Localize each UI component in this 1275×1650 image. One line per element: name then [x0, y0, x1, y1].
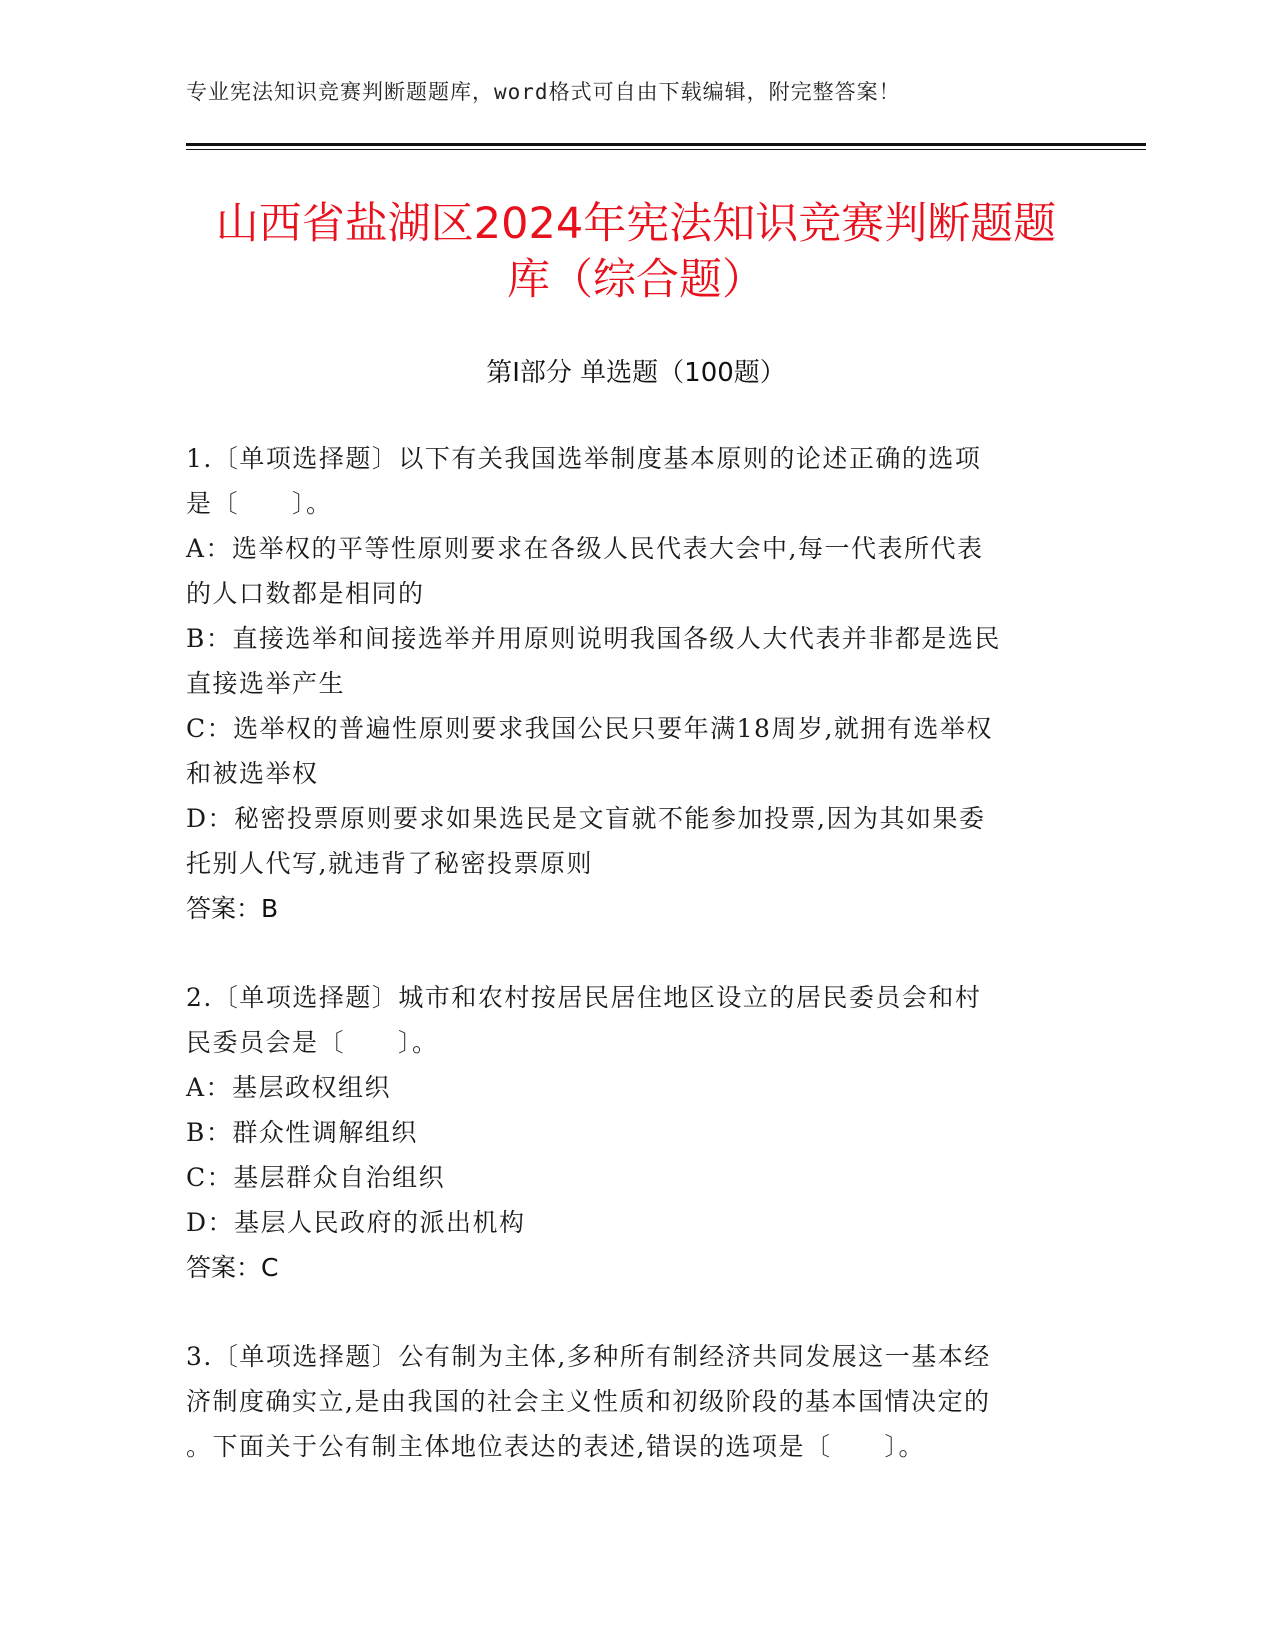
option-d-line: D：秘密投票原则要求如果选民是文盲就不能参加投票,因为其如果委 — [186, 804, 986, 833]
option-a-line: A：基层政权组织 — [186, 1073, 392, 1102]
document-title-line-1: 山西省盐湖区2024年宪法知识竞赛判断题题 — [215, 199, 1057, 249]
option-b-line: B：直接选举和间接选举并用原则说明我国各级人大代表并非都是选民 — [186, 624, 1001, 653]
option-a-line: A：选举权的平等性原则要求在各级人民代表大会中,每一代表所代表 — [186, 534, 984, 563]
option-d-line: 托别人代写,就违背了秘密投票原则 — [186, 849, 593, 878]
option-d-line: D：基层人民政府的派出机构 — [186, 1208, 526, 1237]
question-1 — [186, 436, 1066, 931]
option-c-line: C：选举权的普遍性原则要求我国公民只要年满18周岁,就拥有选举权 — [186, 714, 993, 743]
question-line: 。下面关于公有制主体地位表达的表述,错误的选项是〔 〕。 — [186, 1432, 925, 1461]
option-c-line: 和被选举权 — [186, 759, 319, 788]
section-title: 第Ⅰ部分 单选题（100题） — [486, 358, 786, 388]
header-rule-thick — [186, 143, 1146, 146]
option-b-line: B：群众性调解组织 — [186, 1118, 418, 1147]
question-line: 民委员会是〔 〕。 — [186, 1028, 439, 1057]
option-c-line: C：基层群众自治组织 — [186, 1163, 446, 1192]
answer-label: 答案：B — [186, 894, 279, 923]
document-title — [186, 196, 1086, 308]
question-line: 1.〔单项选择题〕以下有关我国选举制度基本原则的论述正确的选项 — [186, 444, 982, 473]
question-line: 2.〔单项选择题〕城市和农村按居民居住地区设立的居民委员会和村 — [186, 983, 982, 1012]
option-a-line: 的人口数都是相同的 — [186, 579, 425, 608]
question-2 — [186, 975, 1066, 1290]
question-line: 是〔 〕。 — [186, 489, 333, 518]
question-line: 济制度确实立,是由我国的社会主义性质和初级阶段的基本国情决定的 — [186, 1387, 991, 1416]
answer-label: 答案：C — [186, 1253, 279, 1282]
question-list — [186, 436, 1066, 1513]
option-b-line: 直接选举产生 — [186, 669, 346, 698]
question-3 — [186, 1334, 1066, 1469]
document-title-line-2: 库（综合题） — [507, 255, 765, 305]
header-text: 专业宪法知识竞赛判断题题库，word格式可自由下载编辑，附完整答案！ — [186, 80, 901, 104]
header-rule-thin — [186, 149, 1146, 150]
question-line: 3.〔单项选择题〕公有制为主体,多种所有制经济共同发展这一基本经 — [186, 1342, 991, 1371]
